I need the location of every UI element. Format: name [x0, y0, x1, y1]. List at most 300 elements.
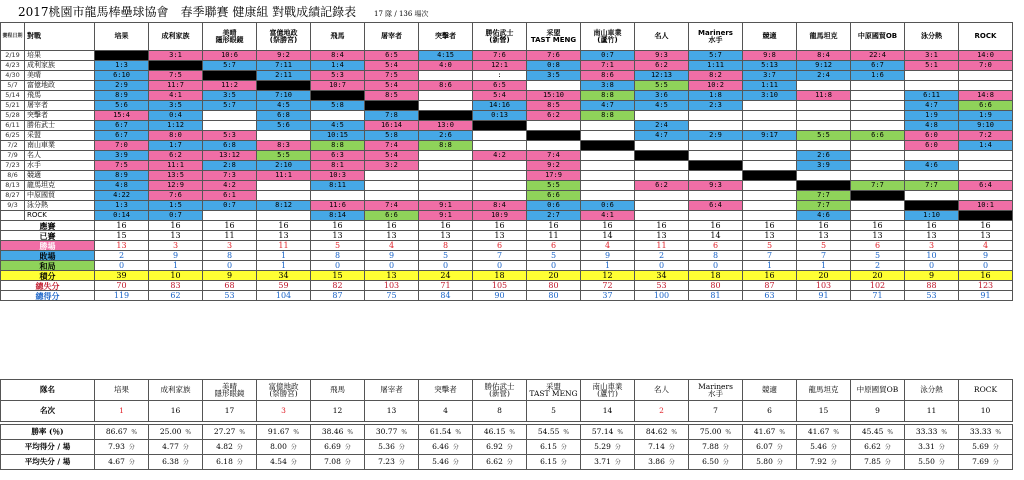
stat-value: 9 — [365, 251, 419, 261]
row-date: 4/23 — [1, 61, 25, 71]
metric-cell — [419, 455, 473, 470]
score-cell — [527, 151, 581, 161]
metric-value: 7.93 — [108, 442, 125, 451]
row-team: 名人 — [25, 151, 95, 161]
score-text: 12:9 — [167, 181, 184, 189]
row-team: 勝佑武士 — [25, 121, 95, 131]
score-cell — [311, 171, 365, 181]
metric-unit: 分 — [506, 444, 513, 451]
score-cell — [527, 161, 581, 171]
metric-unit: % — [617, 429, 624, 436]
stat-value: 0 — [419, 261, 473, 271]
score-cell — [905, 51, 959, 61]
score-cell — [473, 61, 527, 71]
score-text: 8:5 — [547, 101, 560, 109]
score-cell — [851, 141, 905, 151]
score-text: 7:6 — [493, 51, 506, 59]
score-cell — [581, 91, 635, 101]
metric-cell — [257, 455, 311, 470]
score-cell — [689, 51, 743, 61]
score-cell — [635, 111, 689, 121]
score-text: 8:3 — [277, 141, 290, 149]
score-cell — [851, 71, 905, 81]
score-text: 1:12 — [167, 121, 184, 129]
score-text: 1:6 — [871, 71, 884, 79]
metric-cell — [419, 440, 473, 455]
rank-team-name: 培果 — [95, 380, 149, 401]
score-text: 7:7 — [817, 201, 830, 209]
stat-value: 14 — [581, 231, 635, 241]
metric-value: 5.36 — [378, 442, 395, 451]
metric-unit: 分 — [884, 444, 891, 451]
score-cell — [473, 131, 527, 141]
stat-value: 16 — [851, 221, 905, 231]
score-text: 7:0 — [979, 61, 992, 69]
stat-label-gained: 總得分 — [1, 291, 95, 301]
score-cell — [905, 121, 959, 131]
score-cell — [743, 191, 797, 201]
score-cell — [527, 111, 581, 121]
metric-cell — [149, 455, 203, 470]
score-cell — [635, 181, 689, 191]
score-text: 5:5 — [655, 81, 668, 89]
rank-value: 5 — [527, 401, 581, 422]
score-cell — [743, 121, 797, 131]
score-cell — [581, 211, 635, 221]
score-text: 4:7 — [601, 101, 614, 109]
score-text: 5:4 — [493, 91, 506, 99]
metric-value: 7.92 — [810, 457, 827, 466]
metric-unit: 分 — [560, 444, 567, 451]
stat-value: 7 — [473, 251, 527, 261]
score-cell — [149, 131, 203, 141]
score-cell — [257, 131, 311, 141]
metric-cell — [689, 440, 743, 455]
stat-value: 0 — [635, 261, 689, 271]
score-text: 9:2 — [277, 51, 290, 59]
score-text: 8:0 — [169, 131, 182, 139]
score-cell — [473, 161, 527, 171]
score-cell — [257, 121, 311, 131]
rank-value: 17 — [203, 401, 257, 422]
subtitle-text: 17 隊 / 136 場次 — [374, 10, 429, 18]
score-cell — [203, 91, 257, 101]
column-team-6: 突擊者 — [419, 23, 473, 51]
score-cell — [149, 171, 203, 181]
score-cell — [635, 51, 689, 61]
rank-team-name: 美晴 隱形眼鏡 — [203, 380, 257, 401]
metric-value: 6.62 — [864, 442, 881, 451]
score-text: 13:12 — [218, 151, 241, 159]
score-cell — [743, 51, 797, 61]
row-date: 7/23 — [1, 161, 25, 171]
score-cell — [95, 71, 149, 81]
score-cell — [905, 181, 959, 191]
stat-value: 83 — [149, 281, 203, 291]
score-cell — [635, 61, 689, 71]
score-text: 3:5 — [223, 91, 236, 99]
score-text: 4:1 — [601, 211, 614, 219]
grid-row — [1, 151, 1013, 161]
score-cell — [419, 161, 473, 171]
score-text: 14:16 — [488, 101, 511, 109]
stat-value: 53 — [905, 291, 959, 301]
stat-value: 104 — [257, 291, 311, 301]
metric-unit: 分 — [884, 459, 891, 466]
metric-value: 33.33 — [969, 427, 992, 436]
stat-value: 8 — [311, 251, 365, 261]
self-cell — [743, 171, 797, 181]
metric-cell — [581, 440, 635, 455]
score-text: 10:2 — [707, 81, 724, 89]
stat-value: 53 — [203, 291, 257, 301]
metric-cell — [797, 425, 851, 440]
score-cell — [635, 81, 689, 91]
rank-team-name: 飛馬 — [311, 380, 365, 401]
score-text: 6:10 — [113, 71, 130, 79]
stat-value: 20 — [797, 271, 851, 281]
stat-value: 75 — [365, 291, 419, 301]
score-text: 7:6 — [547, 51, 560, 59]
score-cell — [365, 151, 419, 161]
metric-cell — [149, 440, 203, 455]
score-cell — [743, 111, 797, 121]
score-cell — [311, 51, 365, 61]
score-text: 6:7 — [115, 131, 128, 139]
score-text: 1:4 — [979, 141, 992, 149]
metric-unit: % — [995, 429, 1002, 436]
score-cell — [149, 71, 203, 81]
score-cell — [419, 211, 473, 221]
score-cell — [851, 151, 905, 161]
score-cell — [581, 201, 635, 211]
score-cell — [419, 171, 473, 181]
score-text: 9:1 — [439, 211, 452, 219]
score-cell — [959, 201, 1013, 211]
metric-value: 57.14 — [591, 427, 614, 436]
score-text: 1:3 — [115, 201, 128, 209]
score-cell — [689, 91, 743, 101]
score-cell — [95, 161, 149, 171]
self-cell — [149, 61, 203, 71]
stat-value: 82 — [311, 281, 365, 291]
stat-label-games: 應賽 — [1, 221, 95, 231]
score-cell — [257, 211, 311, 221]
column-team-12: 競適 — [743, 23, 797, 51]
score-cell — [365, 181, 419, 191]
score-cell — [905, 111, 959, 121]
score-cell — [959, 71, 1013, 81]
score-cell — [797, 111, 851, 121]
score-cell — [635, 101, 689, 111]
score-text: 6:6 — [871, 131, 884, 139]
rank-team-name: 競適 — [743, 380, 797, 401]
stat-value: 6 — [527, 241, 581, 251]
score-text: 13:0 — [437, 121, 454, 129]
row-date: 8/27 — [1, 191, 25, 201]
score-cell — [311, 191, 365, 201]
score-cell — [149, 141, 203, 151]
metric-unit: 分 — [128, 459, 135, 466]
stat-value: 0 — [905, 261, 959, 271]
stat-value: 13 — [851, 231, 905, 241]
score-text: 8:9 — [115, 171, 128, 179]
score-cell — [635, 71, 689, 81]
grid-row — [1, 111, 1013, 121]
score-cell — [905, 141, 959, 151]
header-row — [1, 23, 1013, 51]
stat-value: 14 — [689, 231, 743, 241]
score-cell — [797, 191, 851, 201]
stat-value: 13 — [95, 241, 149, 251]
ranking-table — [0, 379, 1013, 422]
column-team-5: 屠宰者 — [365, 23, 419, 51]
score-text: 5:6 — [277, 121, 290, 129]
score-text: 4:6 — [817, 211, 830, 219]
score-cell — [581, 181, 635, 191]
metric-value: 86.67 — [105, 427, 128, 436]
stat-value: 84 — [419, 291, 473, 301]
metric-value: 33.33 — [915, 427, 938, 436]
metric-unit: 分 — [938, 459, 945, 466]
score-cell — [851, 91, 905, 101]
stat-value: 103 — [365, 281, 419, 291]
score-text: 8:4 — [493, 201, 506, 209]
metric-unit: 分 — [128, 444, 135, 451]
stat-value: 16 — [635, 221, 689, 231]
score-text: 5:3 — [331, 71, 344, 79]
score-cell — [311, 151, 365, 161]
rank-value: 11 — [905, 401, 959, 422]
stat-value: 16 — [797, 221, 851, 231]
score-cell — [95, 191, 149, 201]
score-cell — [365, 211, 419, 221]
self-cell — [419, 111, 473, 121]
score-cell — [959, 141, 1013, 151]
score-text: 4:8 — [115, 181, 128, 189]
stat-value: 4 — [959, 241, 1013, 251]
stat-value: 87 — [743, 281, 797, 291]
score-text: 4:2 — [493, 151, 506, 159]
score-cell — [95, 141, 149, 151]
metric-value: 5.46 — [810, 442, 827, 451]
row-date: 2/19 — [1, 51, 25, 61]
row-date: 7/9 — [1, 151, 25, 161]
grid-row — [1, 141, 1013, 151]
stat-value: 0 — [689, 261, 743, 271]
metric-cell — [851, 425, 905, 440]
score-cell — [635, 171, 689, 181]
score-cell — [257, 111, 311, 121]
row-team: 富億地政 — [25, 81, 95, 91]
score-cell — [203, 111, 257, 121]
score-cell — [959, 51, 1013, 61]
metric-unit: % — [509, 429, 516, 436]
score-cell — [95, 211, 149, 221]
metric-value: 6.62 — [486, 457, 503, 466]
score-text: 3:6 — [655, 91, 668, 99]
score-text: 0:6 — [601, 201, 614, 209]
score-cell — [257, 101, 311, 111]
stat-row-draw — [1, 261, 1013, 271]
score-cell — [419, 201, 473, 211]
metric-value: 41.67 — [807, 427, 830, 436]
score-cell — [689, 151, 743, 161]
score-cell — [365, 191, 419, 201]
score-cell — [257, 161, 311, 171]
score-cell — [149, 181, 203, 191]
score-text: 8:5 — [385, 91, 398, 99]
score-text: 3:5 — [169, 101, 182, 109]
metric-row-avg_lost — [1, 455, 1013, 470]
score-cell — [365, 51, 419, 61]
metric-value: 4.67 — [108, 457, 125, 466]
score-cell — [149, 201, 203, 211]
stat-value: 16 — [149, 221, 203, 231]
column-team-0: 培果 — [95, 23, 149, 51]
stat-value: 16 — [905, 221, 959, 231]
stat-row-played — [1, 231, 1013, 241]
sheet-title — [18, 3, 429, 20]
score-text: 5:4 — [385, 81, 398, 89]
score-text: 3:1 — [925, 51, 938, 59]
rank-value: 16 — [149, 401, 203, 422]
score-cell — [365, 171, 419, 181]
rank-team-row — [1, 380, 1013, 401]
metric-value: 4.82 — [216, 442, 233, 451]
stat-value: 24 — [419, 271, 473, 281]
score-cell — [365, 201, 419, 211]
metric-cell — [149, 425, 203, 440]
metric-value: 5.46 — [432, 457, 449, 466]
column-team-10: 名人 — [635, 23, 689, 51]
score-text: 8:4 — [817, 51, 830, 59]
score-cell — [473, 141, 527, 151]
metric-unit: 分 — [236, 459, 243, 466]
row-date: 7/2 — [1, 141, 25, 151]
stat-label-lost: 總失分 — [1, 281, 95, 291]
metric-value: 5.80 — [756, 457, 773, 466]
score-text: 0:7 — [601, 51, 614, 59]
rank-team-name: 成利家族 — [149, 380, 203, 401]
stat-value: 88 — [905, 281, 959, 291]
stat-value: 71 — [851, 291, 905, 301]
stat-value: 53 — [635, 281, 689, 291]
score-text: 10:9 — [491, 211, 508, 219]
stat-value: 8 — [419, 241, 473, 251]
stat-value: 20 — [527, 271, 581, 281]
score-cell — [95, 61, 149, 71]
rank-team-name: 勝佑武士 (新營) — [473, 380, 527, 401]
score-text: 15:4 — [113, 111, 130, 119]
score-cell — [581, 111, 635, 121]
metric-cell — [203, 425, 257, 440]
stat-value: 70 — [95, 281, 149, 291]
score-text: 10:1 — [977, 201, 994, 209]
stat-value: 18 — [473, 271, 527, 281]
score-cell — [959, 191, 1013, 201]
stat-value: 16 — [311, 221, 365, 231]
score-cell — [365, 71, 419, 81]
grid-row — [1, 181, 1013, 191]
score-text: 4:5 — [277, 101, 290, 109]
stat-value: 20 — [851, 271, 905, 281]
score-cell — [311, 141, 365, 151]
score-text: 2:9 — [709, 131, 722, 139]
stat-value: 13 — [797, 231, 851, 241]
metric-value: 25.00 — [159, 427, 182, 436]
score-cell — [797, 51, 851, 61]
score-cell — [527, 61, 581, 71]
score-cell — [419, 101, 473, 111]
column-team-4: 飛馬 — [311, 23, 365, 51]
row-team: 水手 — [25, 161, 95, 171]
score-cell — [419, 151, 473, 161]
stat-value: 81 — [689, 291, 743, 301]
metric-unit: % — [131, 429, 138, 436]
score-cell — [581, 151, 635, 161]
score-cell — [689, 141, 743, 151]
score-cell — [311, 131, 365, 141]
stat-value: 16 — [203, 221, 257, 231]
metric-unit: 分 — [992, 459, 999, 466]
stat-value: 15 — [311, 271, 365, 281]
score-text: 6:5 — [493, 81, 506, 89]
stat-value: 16 — [581, 221, 635, 231]
rank-team-name: 突擊者 — [419, 380, 473, 401]
stat-value: 71 — [419, 281, 473, 291]
stat-value: 5 — [743, 241, 797, 251]
score-cell — [527, 171, 581, 181]
score-cell — [257, 201, 311, 211]
score-cell — [581, 51, 635, 61]
score-cell — [419, 51, 473, 61]
score-cell — [149, 191, 203, 201]
score-text: 7:7 — [817, 191, 830, 199]
score-cell — [743, 61, 797, 71]
score-cell — [581, 101, 635, 111]
rank-team-name: 中原國貿OB — [851, 380, 905, 401]
metric-unit: 分 — [668, 459, 675, 466]
metric-cell — [527, 440, 581, 455]
score-text: 4:0 — [439, 61, 452, 69]
stat-value: 4 — [581, 241, 635, 251]
score-cell — [635, 191, 689, 201]
score-text: 11:6 — [329, 201, 346, 209]
score-cell — [311, 161, 365, 171]
grid-row — [1, 211, 1013, 221]
score-cell — [797, 161, 851, 171]
stat-value: 8 — [689, 251, 743, 261]
score-text: 9:10 — [977, 121, 994, 129]
stat-row-gained — [1, 291, 1013, 301]
metric-unit: % — [779, 429, 786, 436]
metric-cell — [95, 455, 149, 470]
stat-value: 0 — [311, 261, 365, 271]
score-cell — [851, 201, 905, 211]
metric-cell — [473, 440, 527, 455]
score-text: 6:2 — [655, 181, 668, 189]
metric-value: 3.71 — [594, 457, 611, 466]
score-cell — [419, 61, 473, 71]
row-team: 競適 — [25, 171, 95, 181]
self-cell — [257, 81, 311, 91]
score-text: 4:8 — [925, 121, 938, 129]
score-text: 5:7 — [223, 101, 236, 109]
metric-value: 8.00 — [270, 442, 287, 451]
date-header: 賽程日期 — [1, 23, 25, 51]
score-cell — [311, 201, 365, 211]
